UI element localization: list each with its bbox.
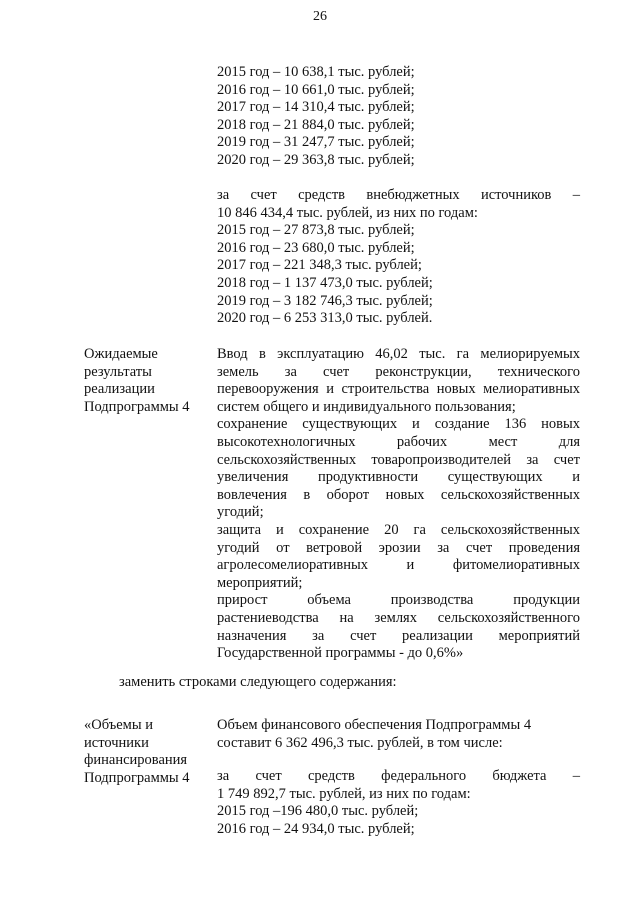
budget-year-line: 2017 год – 14 310,4 тыс. рублей; bbox=[217, 99, 415, 116]
results-line: систем общего и индивидуального пользования; bbox=[217, 398, 516, 415]
budget-year-line: 2015 год – 10 638,1 тыс. рублей; bbox=[217, 64, 415, 80]
results-line: агролесомелиоративных и фитомелиоративных bbox=[217, 557, 580, 574]
results-line: Государственной программы - до 0,6%» bbox=[217, 645, 464, 662]
extra-budget-total: 10 846 434,4 тыс. рублей, из них по годам: bbox=[217, 204, 478, 221]
funding-label-line: Подпрограммы 4 bbox=[84, 769, 190, 786]
results-line: растениеводства на землях сельскохозяйственного bbox=[217, 609, 580, 626]
extra-year-line: 2016 год – 23 680,0 тыс. рублей; bbox=[217, 239, 415, 256]
extra-budget-block bbox=[217, 187, 580, 328]
extra-year-line: 2018 год – 1 137 473,0 тыс. рублей; bbox=[217, 274, 433, 291]
federal-budget-block bbox=[217, 768, 580, 838]
federal-year-line: 2015 год –196 480,0 тыс. рублей; bbox=[217, 803, 419, 820]
budget-years-list bbox=[217, 64, 580, 170]
funding-label-line: «Объемы и bbox=[84, 717, 153, 733]
results-label-line: результаты bbox=[84, 363, 152, 380]
results-line: перевооружения и строительства новых мелиоративных bbox=[217, 381, 580, 398]
results-line: вовлечения в оборот новых сельскохозяйственных bbox=[217, 486, 580, 503]
results-label bbox=[84, 346, 204, 416]
budget-year-line: 2019 год – 31 247,7 тыс. рублей; bbox=[217, 134, 415, 151]
extra-year-line: 2020 год – 6 253 313,0 тыс. рублей. bbox=[217, 310, 433, 327]
federal-budget-heading: за счет средств федерального бюджета – bbox=[217, 768, 580, 784]
replace-intro: заменить строками следующего содержания: bbox=[119, 674, 397, 690]
results-line: мероприятий; bbox=[217, 574, 303, 591]
results-label-line: Подпрограммы 4 bbox=[84, 398, 190, 415]
page-number: 26 bbox=[313, 9, 327, 24]
budget-year-line: 2018 год – 21 884,0 тыс. рублей; bbox=[217, 116, 415, 133]
results-line: сохранение существующих и создание 136 новых bbox=[217, 416, 580, 433]
results-line: земель за счет реконструкции, технического bbox=[217, 363, 580, 380]
results-line: Ввод в эксплуатацию 46,02 тыс. га мелиорируемых bbox=[217, 346, 580, 362]
results-line: прирост объема производства продукции bbox=[217, 592, 580, 609]
funding-label-line: источники bbox=[84, 734, 149, 751]
extra-year-line: 2017 год – 221 348,3 тыс. рублей; bbox=[217, 257, 422, 274]
results-line: сельскохозяйственных товаропроизводителей за счет bbox=[217, 451, 580, 468]
funding-line: составит 6 362 496,3 тыс. рублей, в том числе: bbox=[217, 734, 503, 751]
results-line: высокотехнологичных рабочих мест для bbox=[217, 433, 580, 450]
budget-year-line: 2020 год – 29 363,8 тыс. рублей; bbox=[217, 151, 415, 168]
funding-label bbox=[84, 717, 204, 787]
funding-line: Объем финансового обеспечения Подпрограммы 4 bbox=[217, 717, 532, 733]
results-label-line: Ожидаемые bbox=[84, 346, 158, 362]
extra-budget-heading: за счет средств внебюджетных источников – bbox=[217, 187, 580, 203]
results-label-line: реализации bbox=[84, 381, 155, 398]
results-line: угодий; bbox=[217, 504, 264, 521]
results-line: защита и сохранение 20 га сельскохозяйственных bbox=[217, 521, 580, 538]
budget-year-line: 2016 год – 10 661,0 тыс. рублей; bbox=[217, 81, 415, 98]
extra-year-line: 2019 год – 3 182 746,3 тыс. рублей; bbox=[217, 292, 433, 309]
results-line: назначения за счет реализации мероприятий bbox=[217, 627, 580, 644]
funding-label-line: финансирования bbox=[84, 752, 188, 769]
results-line: увеличения продуктивности существующих и bbox=[217, 469, 580, 486]
federal-budget-total: 1 749 892,7 тыс. рублей, из них по годам: bbox=[217, 785, 471, 802]
results-line: угодий от ветровой эрозии за счет проведения bbox=[217, 539, 580, 556]
results-text bbox=[217, 346, 580, 663]
extra-year-line: 2015 год – 27 873,8 тыс. рублей; bbox=[217, 222, 415, 239]
funding-summary bbox=[217, 717, 580, 752]
federal-year-line: 2016 год – 24 934,0 тыс. рублей; bbox=[217, 820, 415, 837]
